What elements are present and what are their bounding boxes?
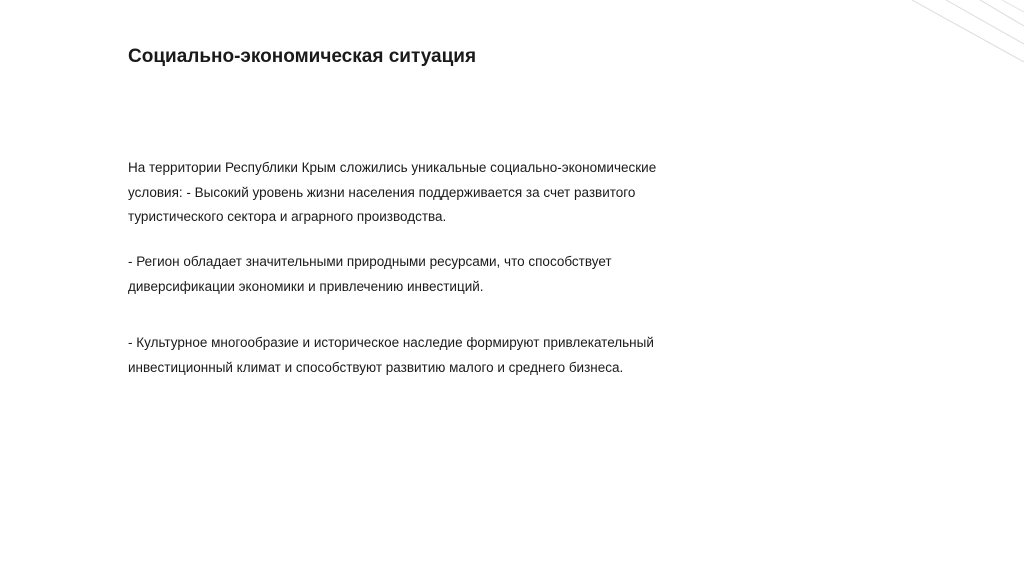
- slide-title: Социально-экономическая ситуация: [128, 46, 477, 67]
- paragraph-resources: - Регион обладает значительными природными ресурсами, что способствует диверсификации экономики и привлечению инвестиций.: [128, 254, 612, 294]
- decor-line-2: [946, 0, 1024, 44]
- paragraph-intro: На территории Республики Крым сложились уникальные социально-экономические условия: - Высокий уровень жизни населения поддерживается за счет развитого туристического сектора и аграрного производства.: [128, 160, 657, 224]
- paragraph-culture: - Культурное многообразие и историческое наследие формируют привлекательный инвестиционный климат и способствуют развитию малого и среднего бизнеса.: [128, 335, 654, 375]
- decor-line-1: [912, 0, 1024, 62]
- corner-decoration: [884, 0, 1024, 90]
- decor-line-4: [1002, 0, 1024, 12]
- decor-line-3: [980, 0, 1024, 26]
